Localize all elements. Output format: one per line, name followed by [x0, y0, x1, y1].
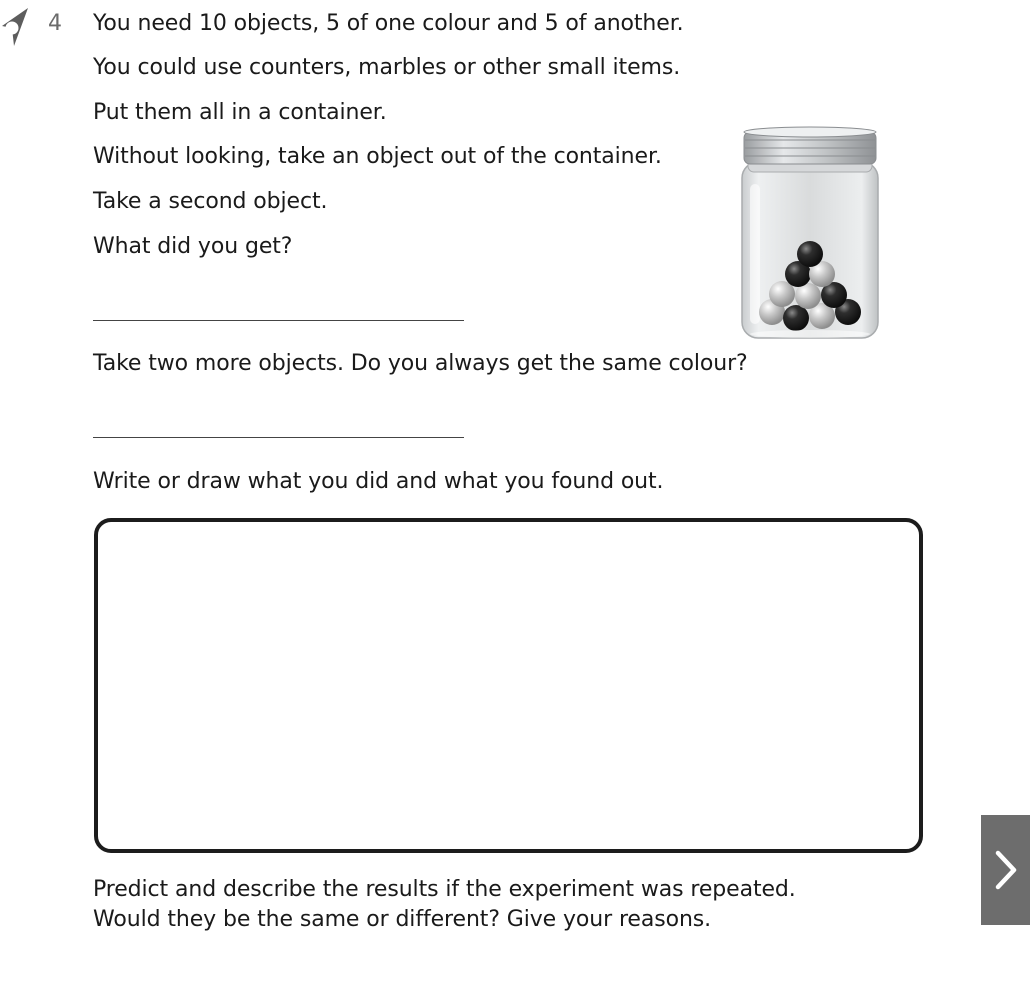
predict-line-2: Would they be the same or different? Give your reasons.: [93, 907, 712, 932]
chevron-right-icon: [993, 848, 1019, 892]
instruction-text: Write or draw what you did and what you found out.: [93, 469, 664, 494]
answer-line-1[interactable]: [93, 320, 464, 321]
next-page-button[interactable]: [981, 815, 1030, 925]
work-answer-box[interactable]: [94, 518, 923, 853]
intro-line-4: Without looking, take an object out of the container.: [93, 144, 662, 169]
intro-line-5: Take a second object.: [93, 189, 328, 214]
intro-line-3: Put them all in a container.: [93, 100, 387, 125]
question-two: Take two more objects. Do you always get the same colour?: [93, 351, 748, 376]
intro-line-2: You could use counters, marbles or other small items.: [93, 55, 681, 80]
intro-question: What did you get?: [93, 234, 293, 259]
predict-line-1: Predict and describe the results if the experiment was repeated.: [93, 877, 796, 902]
jar-of-marbles-icon: [736, 122, 884, 344]
answer-line-2[interactable]: [93, 437, 464, 438]
intro-line-1: You need 10 objects, 5 of one colour and 5 of another.: [93, 11, 684, 36]
marker-pin-icon: [0, 4, 30, 46]
question-number: 4: [48, 11, 62, 36]
